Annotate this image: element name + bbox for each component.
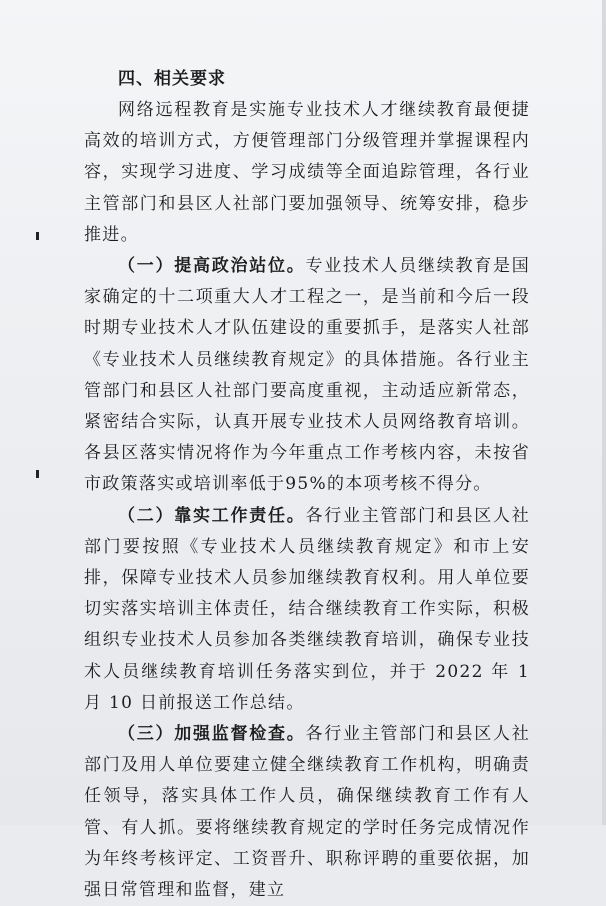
item-lead-2: （二）靠实工作责任。 bbox=[118, 505, 306, 526]
document-body bbox=[84, 64, 530, 906]
binding-mark bbox=[36, 470, 39, 478]
item-paragraph-3 bbox=[84, 719, 530, 906]
item-body-1: 专业技术人员继续教育是国家确定的十二项重大人才工程之一，是当前和今后一段时期专业技术人才队伍建设的重要抓手，是落实人社部《专业技术人员继续教育规定》的具体措施。各行业主管部门和县区人社部门要高度重视，主动适应新常态，紧密结合实际，认真开展专业技术人员网络教育培训。各县区落实情况将作为今年重点工作考核内容，未按省市政策落实或培训率低于95%的本项考核不得分。 bbox=[84, 256, 531, 495]
item-lead-3: （三）加强监督检查。 bbox=[118, 724, 306, 745]
page-edge bbox=[602, 0, 606, 825]
intro-paragraph: 网络远程教育是实施专业技术人才继续教育最便捷高效的培训方式，方便管理部门分级管理并掌握课程内容，实现学习进度、学习成绩等全面追踪管理，各行业主管部门和县区人社部门要加强领导、统筹安排，稳步推进。 bbox=[84, 100, 530, 245]
item-paragraph-1 bbox=[84, 251, 530, 501]
item-body-2: 各行业主管部门和县区人社部门要按照《专业技术人员继续教育规定》和市上安排，保障专业技术人员参加继续教育权利。用人单位要切实落实培训主体责任，结合继续教育工作实际，积极组织专业技术人员参加各类继续教育培训，确保专业技术人员继续教育培训任务落实到位，并于 2022 年 1 月 10 日前报送工作总结。 bbox=[84, 505, 531, 713]
item-lead-1: （一）提高政治站位。 bbox=[118, 256, 306, 277]
binding-mark bbox=[36, 232, 39, 240]
item-body-3: 各行业主管部门和县区人社部门及用人单位要建立健全继续教育工作机构，明确责任领导，落实具体工作人员，确保继续教育工作有人管、有人抓。要将继续教育规定的学时任务完成情况作为年终考核评定、工资晋升、职称评聘的重要依据，加强日常管理和监督，建立 bbox=[84, 724, 531, 901]
item-paragraph-2 bbox=[84, 501, 530, 719]
section-heading: 四、相关要求 bbox=[118, 69, 226, 89]
